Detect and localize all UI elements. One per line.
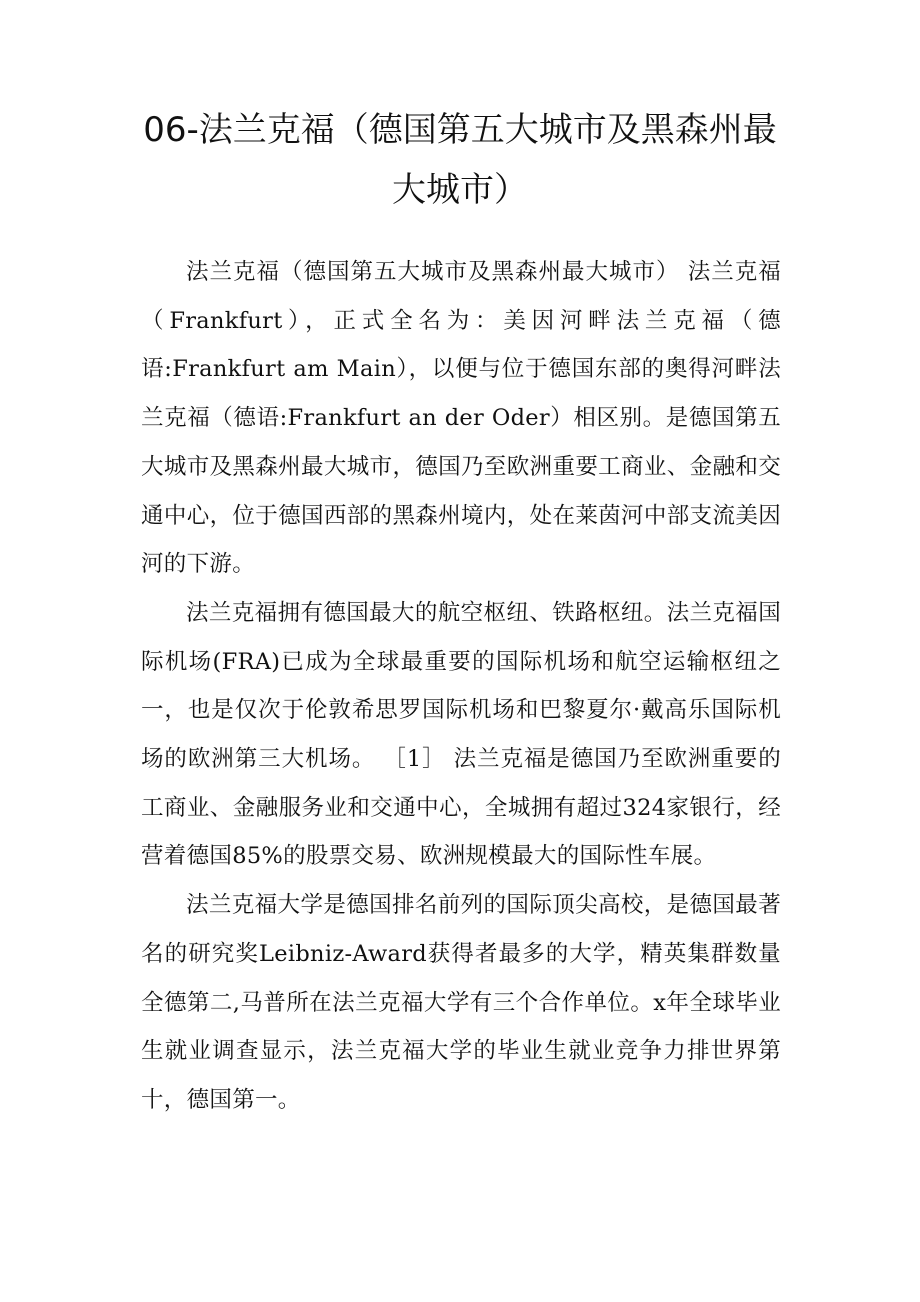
paragraph-transport: 法兰克福拥有德国最大的航空枢纽、铁路枢纽。法兰克福国际机场(FRA)已成为全球最重要的国际机场和航空运输枢纽之一，也是仅次于伦敦希思罗国际机场和巴黎夏尔·戴高乐国际机场的欧洲第三大机场。 ［1］ 法兰克福是德国乃至欧洲重要的工商业、金融服务业和交通中心，全城拥有超过324家银行，经营着德国85%的股票交易、欧洲规模最大的国际性车展。 [141, 599, 781, 870]
document-title: 06-法兰克福（德国第五大城市及黑森州最大城市） [143, 110, 777, 210]
document-body [141, 248, 781, 1125]
paragraph-intro: 法兰克福（德国第五大城市及黑森州最大城市） 法兰克福（Frankfurt），正式全名为：美因河畔法兰克福（德语:Frankfurt am Main），以便与位于德国东部的奥得河畔法兰克福（德语:Frankfurt an der Oder）相区别。是德国第五大城市及黑森州最大城市，德国乃至欧洲重要工商业、金融和交通中心，位于德国西部的黑森州境内，处在莱茵河中部支流美因河的下游。 [141, 259, 781, 578]
paragraph-university: 法兰克福大学是德国排名前列的国际顶尖高校，是德国最著名的研究奖Leibniz-Award获得者最多的大学，精英集群数量全德第二,马普所在法兰克福大学有三个合作单位。x年全球毕业生就业调查显示，法兰克福大学的毕业生就业竞争力排世界第十，德国第一。 [141, 892, 781, 1113]
